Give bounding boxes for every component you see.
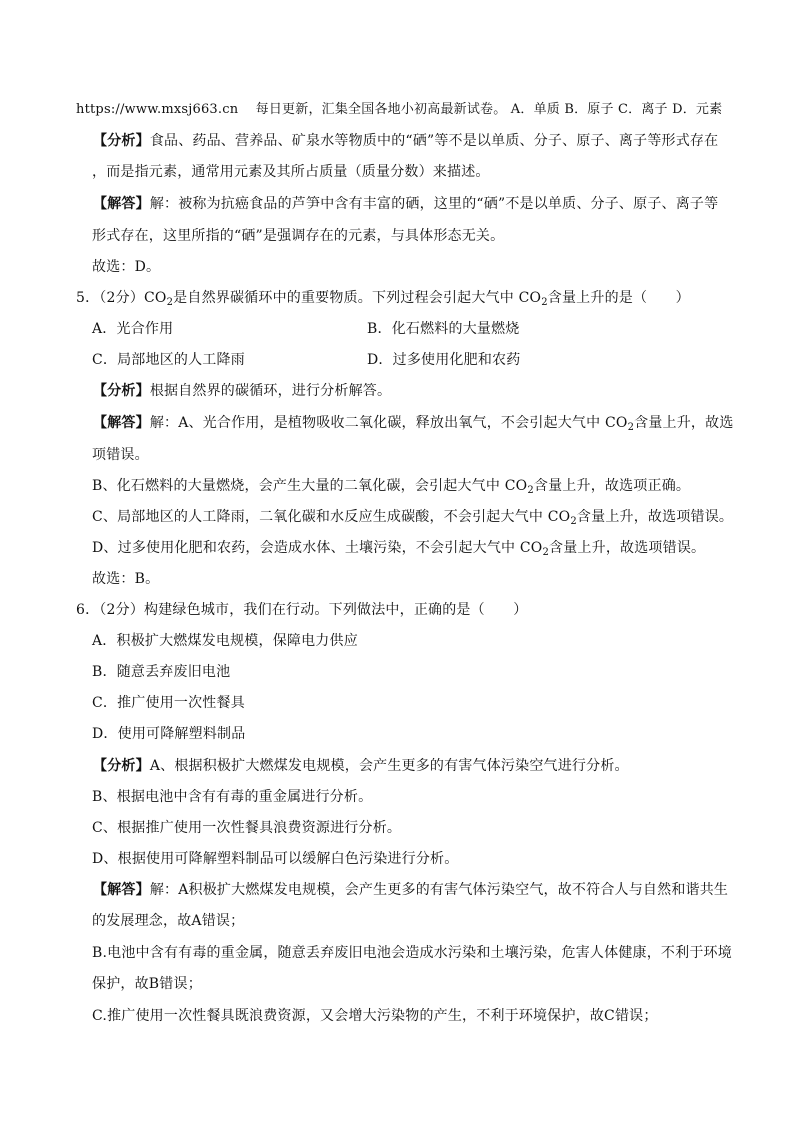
q6-answer-c: C.推广使用一次性餐具既浪费资源，又会增大污染物的产生，不利于环境保护，故C错误； [92,1008,658,1024]
q4-answer-line-2: 形式存在，这里所指的“硒”是强调存在的元素，与具体形态无关。 [92,228,505,244]
q5-stem: 5．（2分）$CO_2$是自然界碳循环中的重要物质。下列过程会引起大气中 $CO_2$含量上升的是（ ） [76,290,690,308]
analysis-tag: 【分析】 [93,133,150,149]
q4-analysis-line-1: 【分析】食品、药品、营养品、矿泉水等物质中的“硒”等不是以单质、分子、原子、离子等形式存在 [93,133,719,149]
q6-analysis-d: D、根据使用可降解塑料制品可以缓解白色污染进行分析。 [92,851,459,867]
answer-tag: 【解答】 [93,196,150,212]
q5-choice: 故选：B。 [92,571,160,587]
q6-answer-a-line-1: 【解答】解：A积极扩大燃煤发电规模，会产生更多的有害气体污染空气，故不符合人与自然和谐共生 [93,882,729,898]
q6-answer-b-line-1: B.电池中含有有毒的重金属，随意丢弃废旧电池会造成水污染和土壤污染，危害人体健康，不利于环境 [92,945,732,961]
q4-choice: 故选：D。 [92,259,161,275]
q6-analysis-a: 【分析】A、根据积极扩大燃煤发电规模，会产生更多的有害气体污染空气进行分析。 [93,758,629,774]
q5-options-row-1 [92,319,692,339]
q4-analysis-line-2: ，而是指元素，通常用元素及其所占质量（质量分数）来描述。 [92,164,490,180]
q6-stem: 6．（2分）构建绿色城市，我们在行动。下列做法中，正确的是（ ） [76,602,528,618]
q6-option-b: B．随意丢弃废旧电池 [92,664,231,680]
subscript-2: 2 [166,297,174,308]
q6-analysis-c: C、根据推广使用一次性餐具浪费资源进行分析。 [92,820,402,836]
q6-answer-b-line-2: 保护，故B错误； [92,976,202,992]
q5-options-row-2 [92,350,692,370]
analysis-tag: 【分析】 [93,383,150,399]
answer-tag: 【解答】 [93,415,150,431]
q5-option-a: A．光合作用 [92,321,174,337]
q6-analysis-b: B、根据电池中含有有毒的重金属进行分析。 [92,789,373,805]
site-notice: 每日更新，汇集全国各地小初高最新试卷。 [255,102,507,117]
subscript-2: 2 [541,297,548,308]
analysis-tag: 【分析】 [93,758,150,774]
header-line [76,100,722,120]
answer-tag: 【解答】 [93,882,150,898]
q6-option-a: A．积极扩大燃煤发电规模，保障电力供应 [92,633,358,649]
q5-option-d: D．过多使用化肥和农药 [367,352,521,368]
q5-answer-b: B、化石燃料的大量燃烧，会产生大量的二氧化碳，会引起大气中 $CO_2$含量上升，故选项正确。 [92,478,691,496]
q5-option-c: C．局部地区的人工降雨 [92,352,245,368]
q5-answer-d: D、过多使用化肥和农药，会造成水体、土壤污染，不会引起大气中 $CO_2$含量上升，故选项错误。 [92,540,706,558]
q6-option-c: C．推广使用一次性餐具 [92,695,245,711]
q5-answer-c: C、局部地区的人工降雨，二氧化碳和水反应生成碳酸，不会引起大气中 $CO_2$含量上升，故选项错误。 [92,509,734,527]
q5-option-b: B．化石燃料的大量燃烧 [367,321,520,337]
q6-answer-a-line-2: 的发展理念，故A错误； [92,913,245,929]
q5-analysis: 【分析】根据自然界的碳循环，进行分析解答。 [93,383,392,399]
source-url[interactable]: https://www.mxsj663.cn [76,102,239,117]
q4-options: A．单质 B．原子 C．离子 D．元素 [510,102,723,117]
q6-option-d: D．使用可降解塑料制品 [92,726,246,742]
q5-answer-a-line-2: 项错误。 [92,447,149,463]
q4-answer-line-1: 【解答】解：被称为抗癌食品的芦笋中含有丰富的硒，这里的“硒”不是以单质、分子、原子、离子等 [93,196,719,212]
q5-answer-a-line-1: 【解答】解：A、光合作用，是植物吸收二氧化碳，释放出氧气，不会引起大气中 $CO_2$含量上升，故选 [93,415,734,433]
